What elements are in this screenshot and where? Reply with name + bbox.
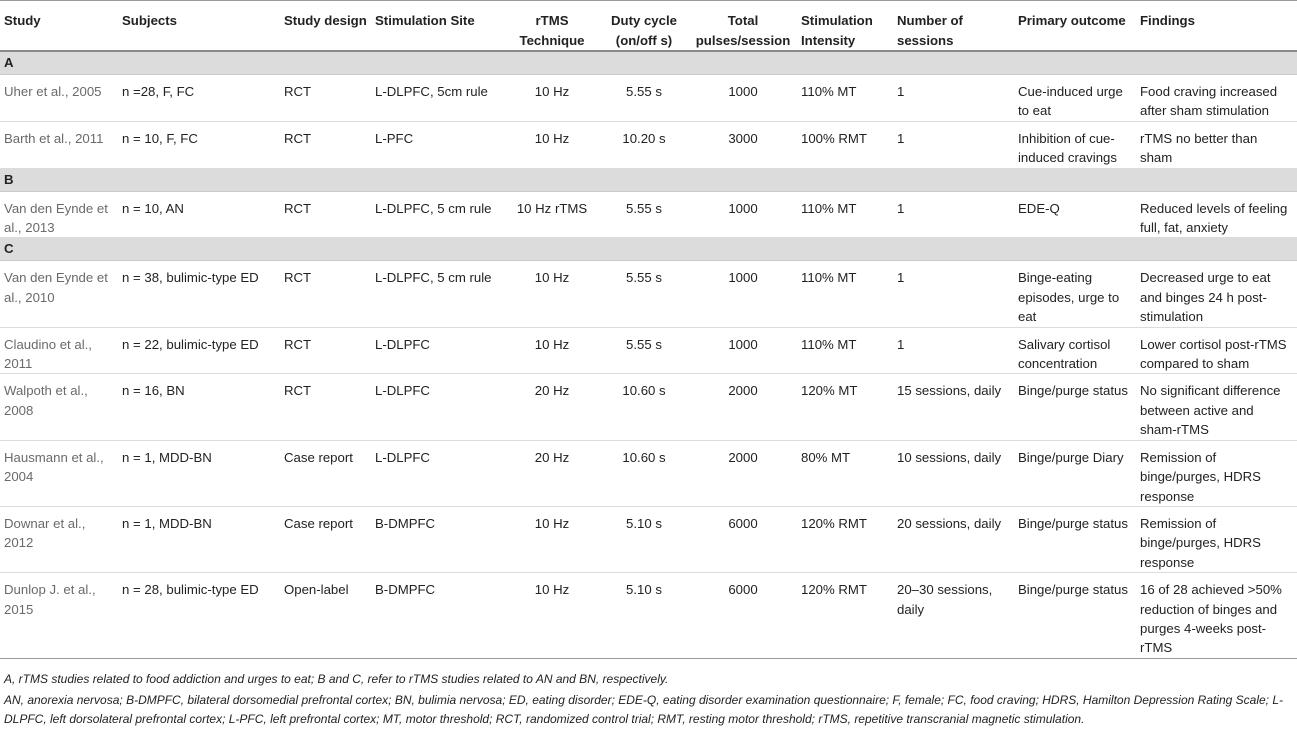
column-header: Primary outcome	[1014, 1, 1136, 52]
cell-duty: 5.10 s	[599, 506, 689, 572]
cell-outcome: Inhibition of cue-induced cravings	[1014, 121, 1136, 168]
cell-study: Hausmann et al., 2004	[0, 440, 118, 506]
table-row	[0, 374, 1297, 440]
cell-intensity: 110% MT	[797, 261, 893, 327]
cell-technique: 10 Hz	[505, 121, 599, 168]
table-row	[0, 121, 1297, 168]
cell-site: B-DMPFC	[371, 573, 505, 659]
cell-pulses: 6000	[689, 506, 797, 572]
cell-outcome: Binge/purge status	[1014, 506, 1136, 572]
cell-study: Claudino et al., 2011	[0, 327, 118, 374]
cell-technique: 10 Hz	[505, 573, 599, 659]
cell-study: Walpoth et al., 2008	[0, 374, 118, 440]
cell-design: RCT	[280, 374, 371, 440]
cell-findings: rTMS no better than sham	[1136, 121, 1297, 168]
table-row	[0, 327, 1297, 374]
cell-intensity: 100% RMT	[797, 121, 893, 168]
table-header-row	[0, 1, 1297, 52]
cell-design: RCT	[280, 191, 371, 238]
cell-outcome: Binge-eating episodes, urge to eat	[1014, 261, 1136, 327]
cell-design: Open-label	[280, 573, 371, 659]
cell-sessions: 20 sessions, daily	[893, 506, 1014, 572]
cell-sessions: 1	[893, 327, 1014, 374]
cell-study: Van den Eynde et al., 2013	[0, 191, 118, 238]
table-row	[0, 573, 1297, 659]
cell-sessions: 1	[893, 261, 1014, 327]
column-header: Stimulation Site	[371, 1, 505, 52]
cell-pulses: 1000	[689, 261, 797, 327]
cell-pulses: 3000	[689, 121, 797, 168]
column-header: Study design	[280, 1, 371, 52]
cell-subjects: n =28, F, FC	[118, 75, 280, 122]
column-header: Subjects	[118, 1, 280, 52]
cell-intensity: 110% MT	[797, 191, 893, 238]
cell-design: Case report	[280, 440, 371, 506]
cell-design: RCT	[280, 121, 371, 168]
cell-site: L-DLPFC	[371, 440, 505, 506]
cell-pulses: 6000	[689, 573, 797, 659]
cell-findings: Remission of binge/purges, HDRS response	[1136, 440, 1297, 506]
cell-intensity: 80% MT	[797, 440, 893, 506]
cell-technique: 10 Hz	[505, 75, 599, 122]
cell-study: Barth et al., 2011	[0, 121, 118, 168]
cell-intensity: 110% MT	[797, 75, 893, 122]
cell-technique: 20 Hz	[505, 374, 599, 440]
section-label: C	[0, 238, 1297, 261]
cell-outcome: Cue-induced urge to eat	[1014, 75, 1136, 122]
cell-pulses: 1000	[689, 327, 797, 374]
column-header: Findings	[1136, 1, 1297, 52]
cell-duty: 5.10 s	[599, 573, 689, 659]
cell-subjects: n = 10, AN	[118, 191, 280, 238]
cell-site: L-DLPFC, 5 cm rule	[371, 261, 505, 327]
cell-design: Case report	[280, 506, 371, 572]
column-header: Total pulses/session	[689, 1, 797, 52]
cell-subjects: n = 16, BN	[118, 374, 280, 440]
cell-sessions: 10 sessions, daily	[893, 440, 1014, 506]
cell-outcome: Binge/purge status	[1014, 374, 1136, 440]
cell-findings: Decreased urge to eat and binges 24 h post-stimulation	[1136, 261, 1297, 327]
footnote: AN, anorexia nervosa; B-DMPFC, bilateral dorsomedial prefrontal cortex; BN, bulimia nervosa; ED, eating disorder; EDE-Q, eating disorder examination questionnaire; F, female; FC, food craving; HDRS, Hamilton Depression Rating Scale; L-DLPFC, left dorsolateral prefrontal cortex; L-PFC, left prefrontal cortex; MT, motor threshold; RCT, randomized control trial; RMT, resting motor threshold; rTMS, repetitive transcranial magnetic stimulation.	[4, 692, 1284, 726]
cell-sessions: 1	[893, 191, 1014, 238]
cell-findings: Lower cortisol post-rTMS compared to sham	[1136, 327, 1297, 374]
table-row	[0, 440, 1297, 506]
cell-duty: 5.55 s	[599, 191, 689, 238]
column-header: Number of sessions	[893, 1, 1014, 52]
cell-study: Downar et al., 2012	[0, 506, 118, 572]
cell-site: L-PFC	[371, 121, 505, 168]
cell-technique: 10 Hz rTMS	[505, 191, 599, 238]
cell-site: L-DLPFC, 5cm rule	[371, 75, 505, 122]
section-row	[0, 168, 1297, 191]
cell-subjects: n = 1, MDD-BN	[118, 506, 280, 572]
column-header: rTMS Technique	[505, 1, 599, 52]
cell-intensity: 120% RMT	[797, 573, 893, 659]
section-row	[0, 238, 1297, 261]
cell-duty: 10.60 s	[599, 374, 689, 440]
cell-intensity: 120% RMT	[797, 506, 893, 572]
cell-pulses: 2000	[689, 374, 797, 440]
cell-technique: 20 Hz	[505, 440, 599, 506]
cell-subjects: n = 22, bulimic-type ED	[118, 327, 280, 374]
cell-duty: 10.60 s	[599, 440, 689, 506]
column-header: Study	[0, 1, 118, 52]
cell-duty: 5.55 s	[599, 261, 689, 327]
table-body	[0, 51, 1297, 658]
cell-findings: Food craving increased after sham stimulation	[1136, 75, 1297, 122]
cell-findings: Remission of binge/purges, HDRS response	[1136, 506, 1297, 572]
cell-pulses: 1000	[689, 75, 797, 122]
cell-subjects: n = 1, MDD-BN	[118, 440, 280, 506]
cell-findings: 16 of 28 achieved >50% reduction of binges and purges 4-weeks post-rTMS	[1136, 573, 1297, 659]
column-header: Duty cycle (on/off s)	[599, 1, 689, 52]
cell-study: Uher et al., 2005	[0, 75, 118, 122]
cell-technique: 10 Hz	[505, 506, 599, 572]
table-row	[0, 506, 1297, 572]
cell-sessions: 15 sessions, daily	[893, 374, 1014, 440]
table-row	[0, 75, 1297, 122]
cell-intensity: 120% MT	[797, 374, 893, 440]
cell-study: Dunlop J. et al., 2015	[0, 573, 118, 659]
cell-sessions: 1	[893, 121, 1014, 168]
cell-study: Van den Eynde et al., 2010	[0, 261, 118, 327]
cell-technique: 10 Hz	[505, 261, 599, 327]
cell-duty: 5.55 s	[599, 327, 689, 374]
cell-subjects: n = 38, bulimic-type ED	[118, 261, 280, 327]
cell-site: L-DLPFC	[371, 374, 505, 440]
cell-site: B-DMPFC	[371, 506, 505, 572]
cell-subjects: n = 28, bulimic-type ED	[118, 573, 280, 659]
cell-findings: No significant difference between active and sham-rTMS	[1136, 374, 1297, 440]
section-row	[0, 51, 1297, 75]
cell-findings: Reduced levels of feeling full, fat, anxiety	[1136, 191, 1297, 238]
footnote: A, rTMS studies related to food addiction and urges to eat; B and C, refer to rTMS studies related to AN and BN, respectively.	[4, 671, 669, 686]
table-footnotes	[0, 659, 1297, 729]
cell-duty: 5.55 s	[599, 75, 689, 122]
cell-site: L-DLPFC, 5 cm rule	[371, 191, 505, 238]
cell-outcome: Binge/purge Diary	[1014, 440, 1136, 506]
section-label: B	[0, 168, 1297, 191]
table-row	[0, 191, 1297, 238]
cell-subjects: n = 10, F, FC	[118, 121, 280, 168]
cell-intensity: 110% MT	[797, 327, 893, 374]
table-row	[0, 261, 1297, 327]
cell-technique: 10 Hz	[505, 327, 599, 374]
cell-design: RCT	[280, 75, 371, 122]
cell-design: RCT	[280, 261, 371, 327]
cell-pulses: 1000	[689, 191, 797, 238]
column-header: Stimulation Intensity	[797, 1, 893, 52]
cell-duty: 10.20 s	[599, 121, 689, 168]
cell-pulses: 2000	[689, 440, 797, 506]
cell-outcome: Salivary cortisol concentration	[1014, 327, 1136, 374]
cell-outcome: Binge/purge status	[1014, 573, 1136, 659]
section-label: A	[0, 51, 1297, 75]
cell-outcome: EDE-Q	[1014, 191, 1136, 238]
cell-sessions: 1	[893, 75, 1014, 122]
cell-site: L-DLPFC	[371, 327, 505, 374]
cell-design: RCT	[280, 327, 371, 374]
cell-sessions: 20–30 sessions, daily	[893, 573, 1014, 659]
